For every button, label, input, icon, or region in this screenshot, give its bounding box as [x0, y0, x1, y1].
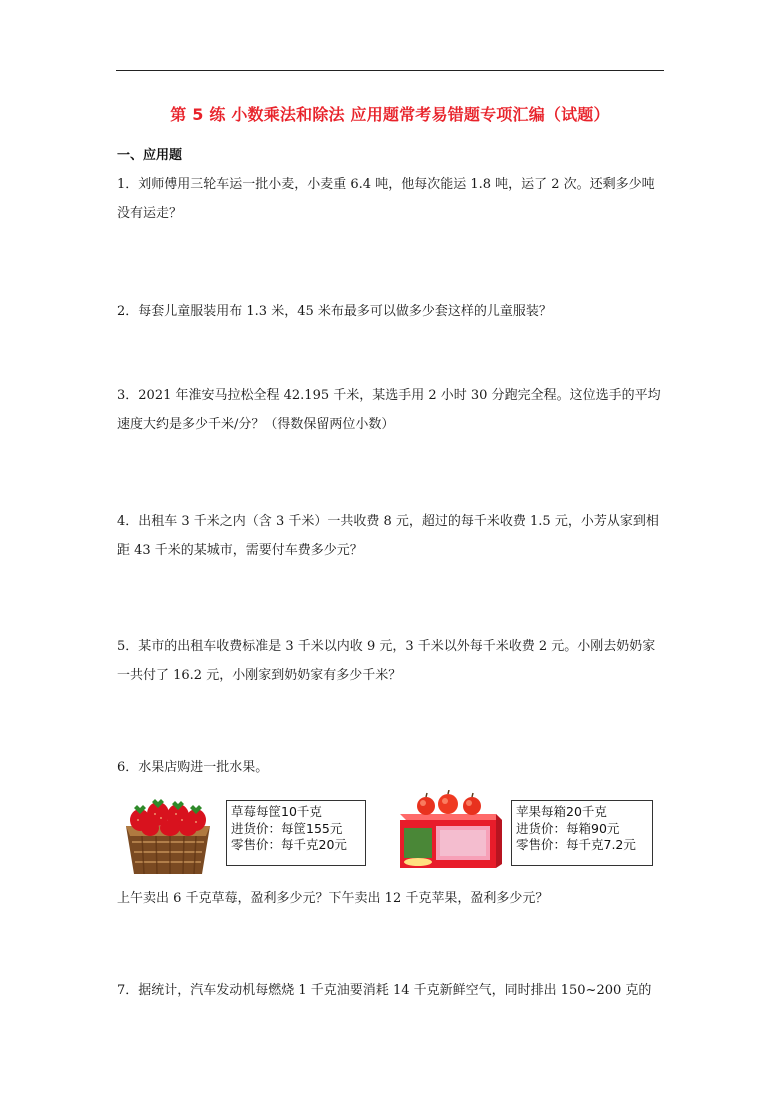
apple-retail-price: 零售价：每千克7.2元: [516, 837, 636, 852]
question-3: 3．2021 年淮安马拉松全程 42.195 千米，某选手用 2 小时 30 分跑完全程。这位选手的平均速度大约是多少千米/分？（得数保留两位小数）: [117, 388, 661, 432]
strawberry-basket-icon: [122, 792, 214, 880]
apple-cost-price: 进货价：每箱90元: [516, 820, 620, 836]
section-heading: 一、应用题: [117, 148, 183, 163]
question-2: 2．每套儿童服装用布 1.3 米，45 米布最多可以做多少套这样的儿童服装？: [117, 304, 552, 319]
strawberry-retail-price: 零售价：每千克20元: [231, 837, 347, 852]
apple-weight: 苹果每箱20千克: [516, 804, 607, 819]
strawberry-price-box: [226, 800, 366, 866]
question-7: 7．据统计，汽车发动机每燃烧 1 千克油要消耗 14 千克新鲜空气，同时排出 150~200 克的: [117, 983, 652, 998]
apple-gift-box-icon: [396, 790, 506, 874]
strawberry-weight: 草莓每筐10千克: [231, 804, 322, 819]
strawberry-cost-price: 进货价：每筐155元: [231, 820, 343, 836]
header-rule: [116, 70, 664, 71]
page-title: 第 5 练 小数乘法和除法 应用题常考易错题专项汇编（试题）: [170, 105, 610, 124]
question-1: 1．刘师傅用三轮车运一批小麦，小麦重 6.4 吨，他每次能运 1.8 吨，运了 2 次。还剩多少吨没有运走？: [117, 177, 655, 221]
question-5: 5．某市的出租车收费标准是 3 千米以内收 9 元，3 千米以外每千米收费 2 元。小刚去奶奶家一共付了 16.2 元，小刚家到奶奶家有多少千米？: [117, 639, 656, 683]
question-6-prompt: 上午卖出 6 千克草莓，盈利多少元？下午卖出 12 千克苹果，盈利多少元？: [117, 891, 549, 906]
question-4: 4．出租车 3 千米之内（含 3 千米）一共收费 8 元，超过的每千米收费 1.5 元，小芳从家到相距 43 千米的某城市，需要付车费多少元？: [117, 514, 659, 558]
apple-price-box: [511, 800, 653, 866]
question-6: 6．水果店购进一批水果。: [117, 760, 269, 775]
